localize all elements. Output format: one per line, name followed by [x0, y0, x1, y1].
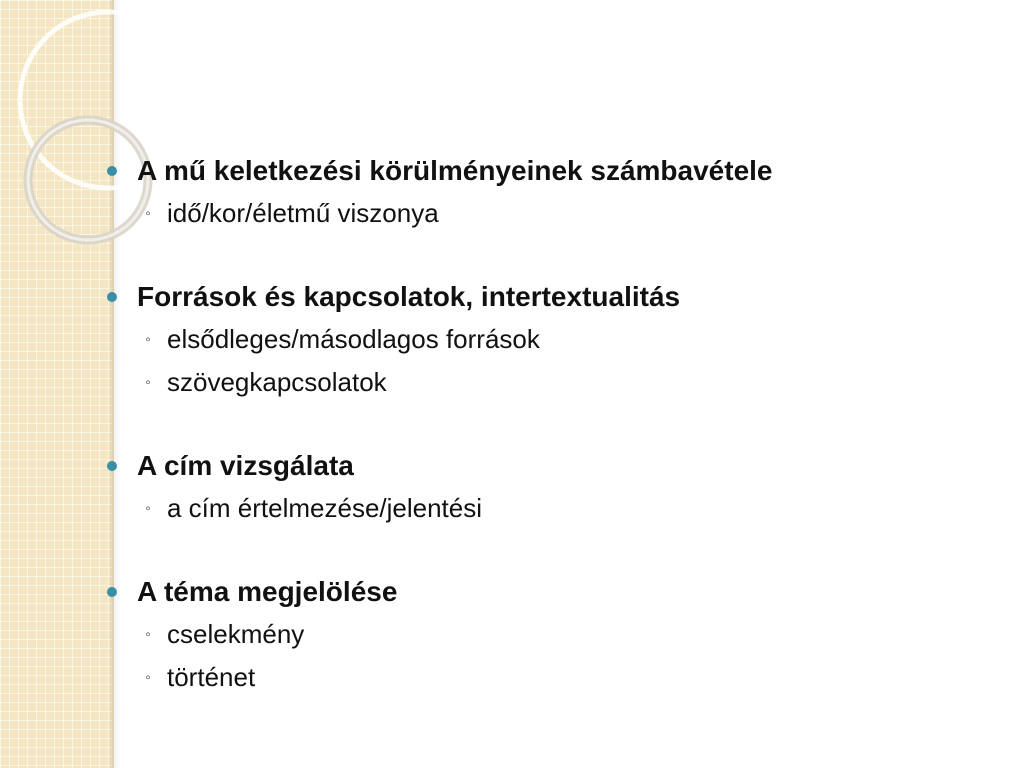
bullet-dot-icon [107, 587, 117, 597]
list-item [104, 445, 1004, 530]
sub-bullet-item [104, 613, 1004, 656]
bullet-list [104, 150, 1004, 740]
sub-bullet-circle-icon: ◦ [145, 669, 151, 686]
bullet-text: Források és kapcsolatok, intertextualitás [137, 281, 681, 312]
sub-bullet-text: cselekmény [167, 619, 305, 649]
list-item [104, 276, 1004, 404]
bullet-item [104, 276, 1004, 318]
sub-bullet-circle-icon: ◦ [145, 331, 151, 348]
sub-bullet-circle-icon: ◦ [145, 500, 151, 517]
list-item [104, 571, 1004, 699]
bullet-item [104, 150, 1004, 192]
list-item [104, 150, 1004, 235]
bullet-item [104, 445, 1004, 487]
sub-bullet-circle-icon: ◦ [145, 626, 151, 643]
sub-bullet-item [104, 192, 1004, 235]
bullet-text: A mű keletkezési körülményeinek számbavétele [137, 155, 773, 186]
bullet-item [104, 571, 1004, 613]
sub-bullet-text: idő/kor/életmű viszonya [167, 198, 439, 228]
bullet-dot-icon [107, 166, 117, 176]
sub-bullet-circle-icon: ◦ [145, 205, 151, 222]
sub-bullet-text: történet [167, 662, 256, 692]
sub-bullet-text: szövegkapcsolatok [167, 367, 387, 397]
sub-bullet-text: elsődleges/másodlagos források [167, 324, 540, 354]
sub-bullet-text: a cím értelmezése/jelentési [167, 493, 483, 523]
bullet-text: A cím vizsgálata [137, 450, 354, 481]
sub-bullet-circle-icon: ◦ [145, 374, 151, 391]
bullet-dot-icon [107, 292, 117, 302]
sub-bullet-item [104, 487, 1004, 530]
bullet-dot-icon [107, 461, 117, 471]
bullet-text: A téma megjelölése [137, 576, 398, 607]
sub-bullet-item [104, 318, 1004, 361]
sub-bullet-item [104, 656, 1004, 699]
sub-bullet-item [104, 361, 1004, 404]
